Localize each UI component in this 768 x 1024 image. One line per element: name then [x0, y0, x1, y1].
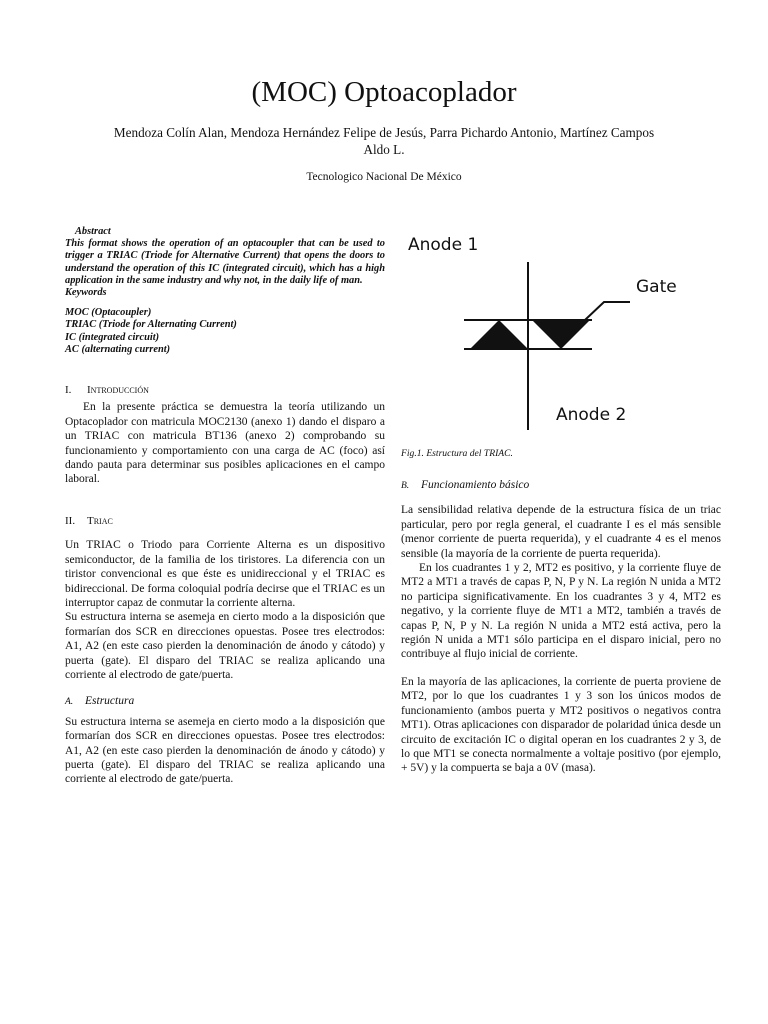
- subsection-heading-funcionamiento: [401, 478, 721, 493]
- triac-paragraph-1: Un TRIAC o Triodo para Corriente Alterna es un dispositivo semiconductor, de la familia de los tiristores. La diferencia con un tiristor convencional es que éste es unidireccional y el TRIAC es bidireccional. De forma coloquial podría decirse que el TRIAC es un interruptor capaz de conmutar la corriente alterna.: [65, 539, 385, 609]
- subsection-heading-estructura: [65, 694, 385, 709]
- estructura-paragraph: Su estructura interna se asemeja en cierto modo a la disposición que formarían dos SCR en direcciones opuestas. Posee tres electrodos: A1, A2 (en este caso pierden la denominación de ánodo y cátodo) y puerta (gate). El disparo del TRIAC se realiza aplicando una corriente al electrodo de gate/puerta.: [65, 715, 385, 786]
- section-number: I.: [65, 384, 72, 397]
- anode1-label: Anode 1: [408, 235, 479, 255]
- paper-title: (MOC) Optoacoplador: [251, 76, 517, 108]
- keyword-item: TRIAC (Triode for Alternating Current): [65, 319, 237, 331]
- anode2-label: Anode 2: [556, 405, 627, 425]
- right-column: [401, 448, 721, 776]
- keywords-label: Keywords: [65, 287, 107, 299]
- gate-label: Gate: [636, 277, 677, 297]
- funcionamiento-paragraph-3: En la mayoría de las aplicaciones, la corriente de puerta proviene de MT2, por lo que los cuadrantes 1 y 3 son los únicos modos de funcionamiento (ambos puerta y MT2 positivos o negativos contra MT1). Otras aplicaciones con disparador de polaridad única desde un circuito de excitación IC o digital operan en los cuadrantes 2 y 3, de lo que MT1 se conecta normalmente a voltaje positivo (por ejemplo, + 5V) y la compuerta se baja a 0V (masa).: [401, 675, 721, 775]
- triac-symbol-diagram: [400, 228, 710, 436]
- section-heading-triac: [65, 514, 385, 528]
- section-number: II.: [65, 514, 76, 527]
- keyword-item: IC (integrated circuit): [65, 331, 160, 343]
- funcionamiento-paragraph-2: En los cuadrantes 1 y 2, MT2 es positivo, y la corriente fluye de MT2 a MT1 a través de capas P, N, P y N. La región N unida a MT2 no participa significativamente. En los cuadrantes 3 y 4, MT2 es negativo, y la corriente fluye de MT1 a MT2, también a través de capas P, N, P y N. La región N unida a MT2 está activa, pero la región N unida a MT1 sólo participa en el disparo inicial, pero no contribuye al flujo inicial de corriente.: [401, 562, 721, 661]
- triac-figure: [400, 228, 710, 436]
- subsection-number: B.: [401, 481, 410, 491]
- section-heading-intro: [65, 383, 385, 397]
- figure-caption: Fig.1. Estructura del TRIAC.: [401, 448, 513, 459]
- affiliation: Tecnologico Nacional De México: [306, 171, 462, 183]
- abstract-text: This format shows the operation of an optacoupler that can be used to trigger a TRIAC (Triode for Alternative Current) that opens the doors to understand the operation of this IC (integrated circuit), which has a high application in the same industry and why not, in the daily life of man.: [65, 238, 385, 286]
- keyword-item: AC (alternating current): [65, 343, 171, 355]
- intro-paragraph: En la presente práctica se demuestra la teoría utilizando un Optacoplador con matricula MOC2130 (anexo 1) dando el disparo a un TRIAC con matricula BT136 (anexo 2) comprobando su funcionamiento y comportamiento con una carga de AC (foco) así dando pauta para determinar sus posibles aplicaciones en el campo laboral.: [65, 401, 385, 486]
- triac-paragraph-2: Su estructura interna se asemeja en cierto modo a la disposición que formarían dos SCR en direcciones opuestas. Posee tres electrodos: A1, A2 (en este caso pierden la denominación de ánodo y cátodo) y puerta (gate). El disparo del TRIAC se realiza aplicando una corriente al electrodo de gate/puerta.: [65, 611, 385, 681]
- subsection-title: Estructura: [85, 695, 135, 708]
- keyword-item: MOC (Optacoupler): [65, 307, 152, 319]
- left-column: [65, 226, 385, 787]
- author-list: Mendoza Colín Alan, Mendoza Hernández Felipe de Jesús, Parra Pichardo Antonio, Martínez Campos Aldo L.: [113, 125, 655, 157]
- section-title: Triac: [87, 514, 113, 527]
- subsection-title: Funcionamiento básico: [421, 479, 530, 491]
- keywords-list: [65, 307, 385, 356]
- abstract-title: Abstract: [75, 226, 111, 237]
- triac-diode-up: [470, 320, 528, 349]
- funcionamiento-paragraph-1: La sensibilidad relativa depende de la estructura física de un triac particular, pero por regla general, el cuadrante I es el más sensible (menor corriente de puerta requerida), y el cuadrante 4 es el menos sensible (la mayoría de la corriente de puerta requerida).: [401, 504, 721, 560]
- subsection-number: A.: [65, 697, 74, 708]
- section-title: Introducción: [87, 384, 149, 397]
